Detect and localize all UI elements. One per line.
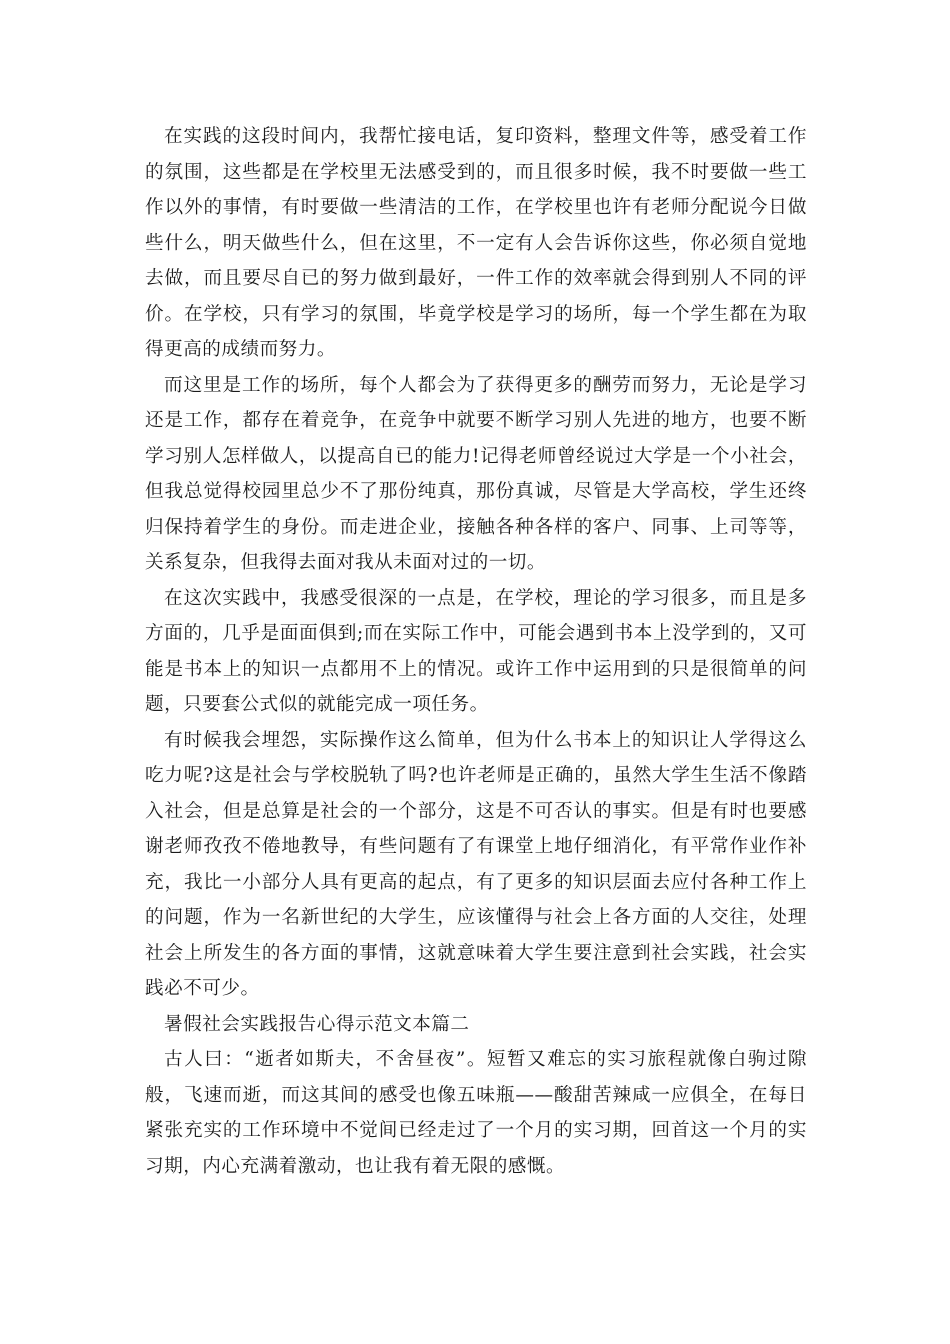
paragraph-4: 有时候我会埋怨，实际操作这么简单，但为什么书本上的知识让人学得这么吃力呢?这是社会与学校脱轨了吗?也许老师是正确的，虽然大学生生活不像踏入社会，但是总算是社会的一个部分，这是不可否认的事实。但是有时也要感谢老师孜孜不倦地教导，有些问题有了有课堂上地仔细消化，有平常作业作补充，我比一小部分人具有更高的起点，有了更多的知识层面去应付各种工作上的问题，作为一名新世纪的大学生，应该懂得与社会上各方面的人交往，处理社会上所发生的各方面的事情，这就意味着大学生要注意到社会实践，社会实践必不可少。 [145, 729, 807, 999]
paragraph-1: 在实践的这段时间内，我帮忙接电话，复印资料，整理文件等，感受着工作的氛围，这些都是在学校里无法感受到的，而且很多时候，我不时要做一些工作以外的事情，有时要做一些清洁的工作，在学校里也许有老师分配说今日做些什么，明天做些什么，但在这里，不一定有人会告诉你这些，你必须自觉地去做，而且要尽自已的努力做到最好，一件工作的效率就会得到别人不同的评价。在学校，只有学习的氛围，毕竟学校是学习的场所，每一个学生都在为取得更高的成绩而努力。 [145, 126, 807, 360]
paragraph-3: 在这次实践中，我感受很深的一点是，在学校，理论的学习很多，而且是多方面的，几乎是面面俱到;而在实际工作中，可能会遇到书本上没学到的，又可能是书本上的知识一点都用不上的情况。或许工作中运用到的只是很简单的问题，只要套公式似的就能完成一项任务。 [145, 587, 807, 715]
section-heading: 暑假社会实践报告心得示范文本篇二 [164, 1013, 470, 1035]
paragraph-2: 而这里是工作的场所，每个人都会为了获得更多的酬劳而努力，无论是学习还是工作，都存在着竞争，在竞争中就要不断学习别人先进的地方，也要不断学习别人怎样做人，以提高自已的能力!记得老师曾经说过大学是一个小社会，但我总觉得校园里总少不了那份纯真，那份真诚，尽管是大学高校，学生还终归保持着学生的身份。而走进企业，接触各种各样的客户、同事、上司等等，关系复杂，但我得去面对我从未面对过的一切。 [145, 374, 807, 573]
document-body [145, 119, 807, 1184]
paragraph-5: 古人曰：“逝者如斯夫，不舍昼夜”。短暂又难忘的实习旅程就像白驹过隙般，飞速而逝，而这其间的感受也像五味瓶——酸甜苦辣咸一应俱全，在每日紧张充实的工作环境中不觉间已经走过了一个月的实习期，回首这一个月的实习期，内心充满着激动，也让我有着无限的感慨。 [145, 1049, 807, 1177]
